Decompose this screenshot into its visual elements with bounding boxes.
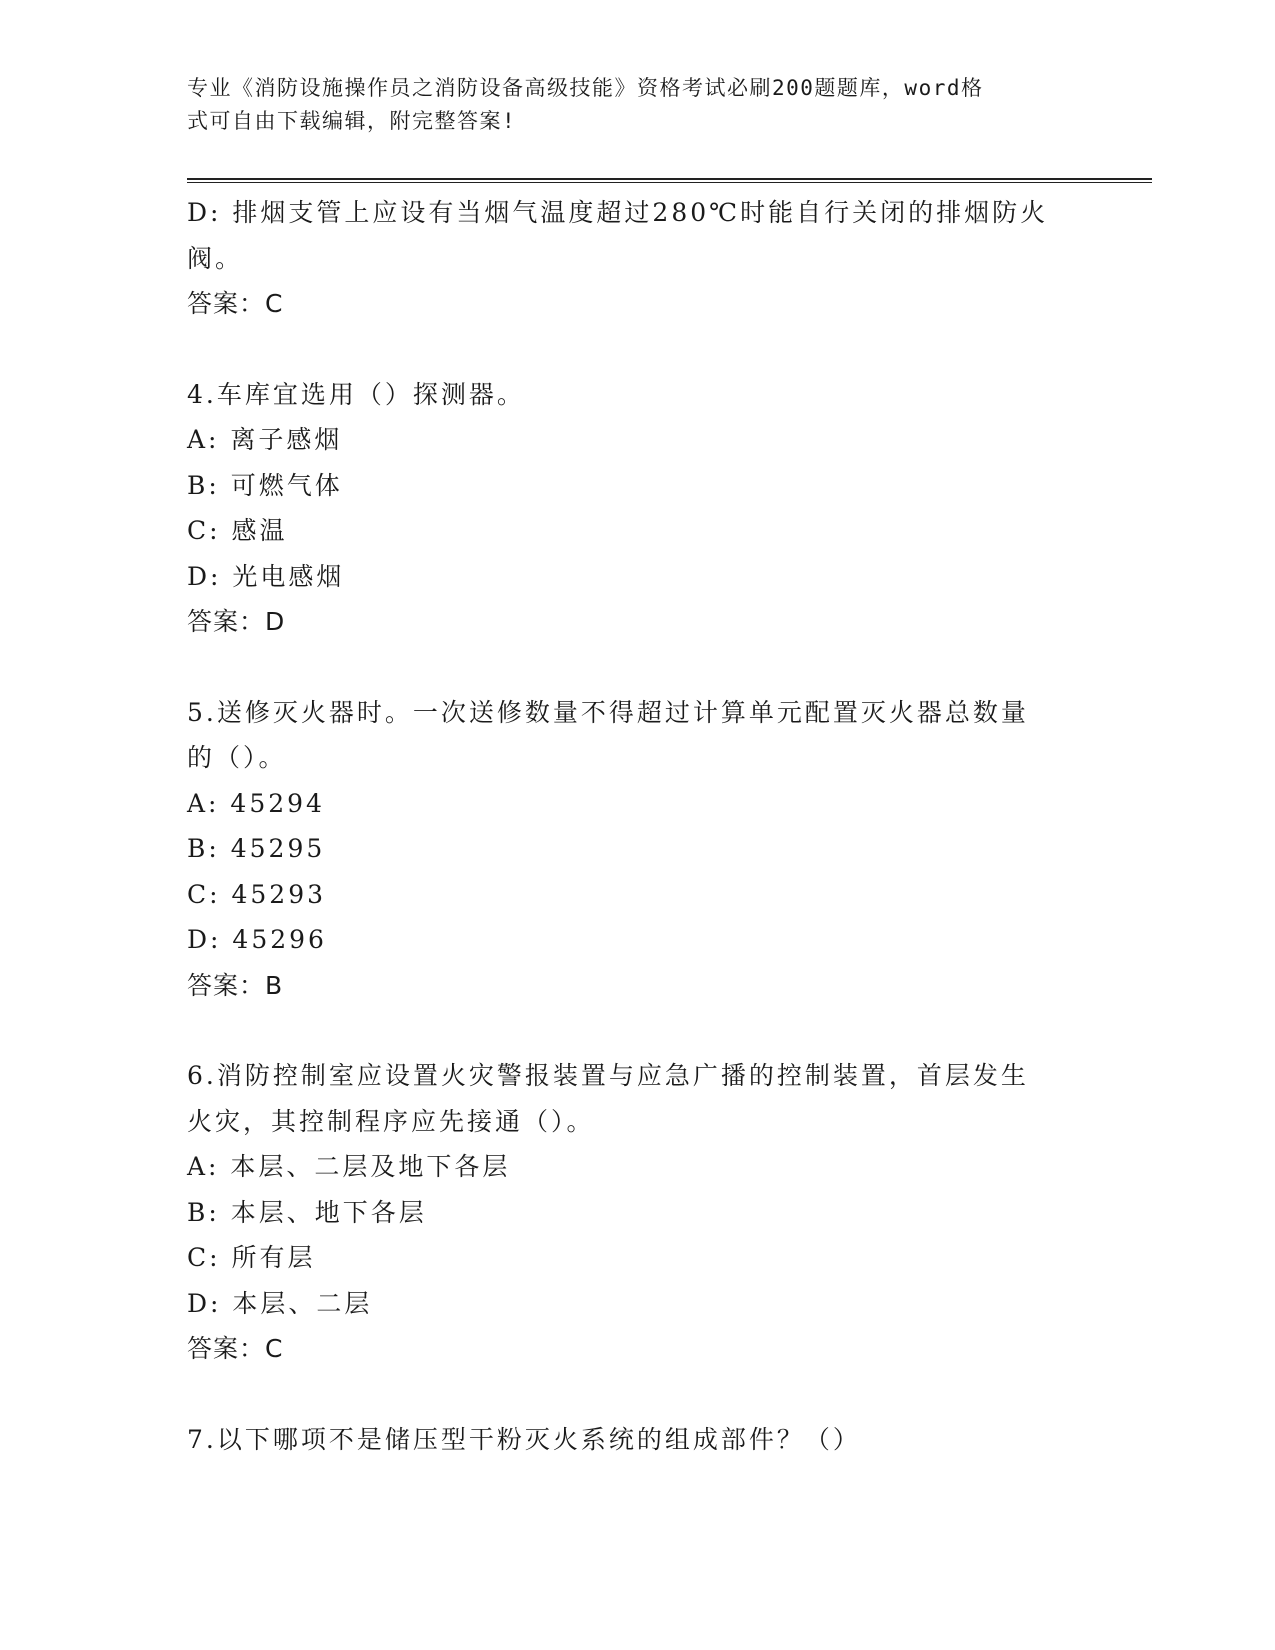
question-stem-line-2: 的（）。 — [187, 743, 287, 772]
question-stem-line-1: 6.消防控制室应设置火灾警报装置与应急广播的控制装置，首层发生 — [187, 1061, 1029, 1090]
option-a: A: 45294 — [187, 788, 325, 818]
spacer — [187, 1372, 1067, 1417]
option-d-line-2: 阀。 — [187, 243, 244, 273]
option-b: B: 可燃气体 — [187, 470, 343, 500]
header-line-2: 式可自由下载编辑，附完整答案! — [187, 109, 517, 133]
question-7 — [187, 1417, 1067, 1463]
option-b: B: 本层、地下各层 — [187, 1197, 427, 1227]
option-d-line-1: D: 排烟支管上应设有当烟气温度超过280℃时能自行关闭的排烟防火 — [187, 198, 1049, 227]
question-stem-line-1: 5.送修灭火器时。一次送修数量不得超过计算单元配置灭火器总数量 — [187, 697, 1029, 727]
option-d: D: 45296 — [187, 925, 327, 954]
header-rule-thick — [187, 178, 1152, 180]
option-c: C: 45293 — [187, 879, 327, 909]
answer: 答案：C — [187, 289, 284, 318]
question-4 — [187, 372, 1067, 645]
spacer — [187, 645, 1067, 690]
document-header — [187, 72, 1067, 138]
header-rule-thin — [187, 182, 1152, 183]
option-b: B: 45295 — [187, 834, 326, 863]
question-stem: 4.车库宜选用（）探测器。 — [187, 379, 525, 409]
option-c: C: 感温 — [187, 516, 288, 545]
option-a: A: 本层、二层及地下各层 — [187, 1152, 511, 1181]
document-body — [187, 190, 1067, 1462]
question-stem: 7.以下哪项不是储压型干粉灭火系统的组成部件？（） — [187, 1424, 861, 1454]
option-c: C: 所有层 — [187, 1243, 316, 1272]
option-d: D: 本层、二层 — [187, 1288, 373, 1318]
option-a: A: 离子感烟 — [187, 425, 343, 454]
spacer — [187, 1008, 1067, 1053]
header-line-1: 专业《消防设施操作员之消防设备高级技能》资格考试必刷200题题库，word格 — [187, 76, 984, 100]
question-6 — [187, 1053, 1067, 1372]
question-5 — [187, 690, 1067, 1009]
question-stem-line-2: 火灾，其控制程序应先接通（）。 — [187, 1106, 595, 1136]
answer: 答案：C — [187, 1334, 284, 1363]
question-3-tail — [187, 190, 1067, 327]
answer: 答案：D — [187, 607, 286, 636]
spacer — [187, 327, 1067, 372]
answer: 答案：B — [187, 970, 284, 1000]
option-d: D: 光电感烟 — [187, 561, 345, 591]
